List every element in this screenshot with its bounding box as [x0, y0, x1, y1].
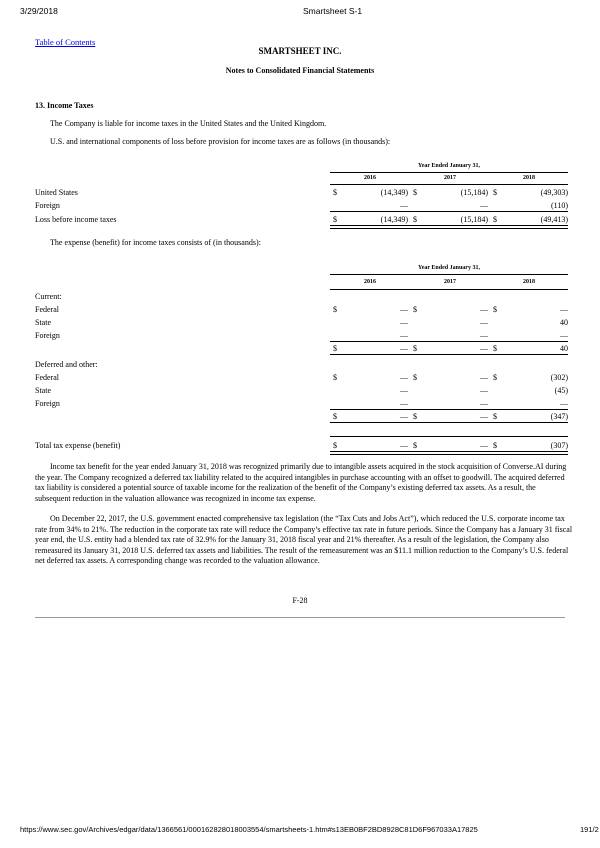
- table-cell: —: [480, 441, 488, 450]
- table-cell: (45): [554, 386, 568, 395]
- dollar-sign: $: [413, 188, 417, 197]
- table-cell: —: [560, 331, 568, 340]
- table-cell: (14,349): [380, 215, 408, 224]
- dollar-sign: $: [333, 441, 337, 450]
- dollar-sign: $: [333, 344, 337, 353]
- section-title: 13. Income Taxes: [35, 101, 94, 110]
- table2-year: 2018: [523, 279, 535, 285]
- paragraph-liability: The Company is liable for income taxes in the United States and the United Kingdom.: [50, 119, 327, 128]
- dollar-sign: $: [493, 373, 497, 382]
- dollar-sign: $: [413, 305, 417, 314]
- table-cell: —: [480, 386, 488, 395]
- page-number: F-28: [292, 596, 308, 605]
- dollar-sign: $: [413, 215, 417, 224]
- paragraph-tax-legislation: On December 22, 2017, the U.S. government enacted comprehensive tax legislation (the “Tax Cuts and Jobs Act”), which reduced the U.S. corporate income tax rate from 34% to 21%. The reduction in the corporate tax rate will reduce the Company’s effective tax rate in future periods. Since the Company has a January 31 fiscal year end, the U.S. entity had a blended tax rate of 32.9% for the January 31, 2018 fiscal year and 21% thereafter. As a result of the legislation, the Company also remeasured its January 31, 2018 U.S. deferred tax assets and liabilities. The result of the remeasurement was an $11.1 million reduction to the Company’s U.S. federal net deferred tax assets. A corresponding change was recorded to the valuation allowance.: [35, 514, 573, 566]
- table2-period-header: Year Ended January 31,: [418, 265, 480, 271]
- table-cell: —: [480, 412, 488, 421]
- dollar-sign: $: [333, 373, 337, 382]
- table-cell: —: [480, 373, 488, 382]
- table1-year: 2017: [444, 175, 456, 181]
- table-cell: —: [400, 305, 408, 314]
- table-cell: —: [560, 399, 568, 408]
- table-cell: —: [480, 201, 488, 210]
- dollar-sign: $: [493, 305, 497, 314]
- table-cell: —: [400, 386, 408, 395]
- dollar-sign: $: [413, 441, 417, 450]
- dollar-sign: $: [413, 373, 417, 382]
- dollar-sign: $: [493, 215, 497, 224]
- table1-row-label: Foreign: [35, 201, 60, 210]
- table2-row-label: State: [35, 386, 51, 395]
- paragraph-expense: The expense (benefit) for income taxes consists of (in thousands):: [50, 238, 261, 247]
- dollar-sign: $: [333, 188, 337, 197]
- table1-year: 2018: [523, 175, 535, 181]
- table-cell: —: [480, 344, 488, 353]
- total-label: Total tax expense (benefit): [35, 441, 121, 450]
- table-cell: —: [400, 412, 408, 421]
- table2-row-label: State: [35, 318, 51, 327]
- table2-year: 2016: [364, 279, 376, 285]
- table-cell: (307): [550, 441, 568, 450]
- table-cell: —: [560, 305, 568, 314]
- print-title: Smartsheet S-1: [303, 6, 363, 16]
- table2-row-label: Federal: [35, 373, 59, 382]
- dollar-sign: $: [413, 412, 417, 421]
- document-title: Notes to Consolidated Financial Statements: [225, 66, 375, 75]
- table-cell: (347): [550, 412, 568, 421]
- dollar-sign: $: [333, 412, 337, 421]
- table-cell: —: [480, 331, 488, 340]
- dollar-sign: $: [493, 412, 497, 421]
- table-cell: (15,184): [460, 215, 488, 224]
- table2-year: 2017: [444, 279, 456, 285]
- table-cell: (302): [550, 373, 568, 382]
- dollar-sign: $: [493, 188, 497, 197]
- table-cell: (14,349): [380, 188, 408, 197]
- table-cell: 40: [560, 344, 568, 353]
- table-of-contents-link[interactable]: Table of Contents: [35, 37, 96, 47]
- dollar-sign: $: [493, 441, 497, 450]
- table2-row-label: Federal: [35, 305, 59, 314]
- table-cell: —: [400, 201, 408, 210]
- footer-page: 191/2: [580, 825, 599, 834]
- table-cell: (15,184): [460, 188, 488, 197]
- page-divider: [35, 617, 565, 618]
- table1-row-label: Loss before income taxes: [35, 215, 117, 224]
- table-cell: —: [400, 373, 408, 382]
- paragraph-income-tax-benefit: Income tax benefit for the year ended January 31, 2018 was recognized primarily due to intangible assets acquired in the stock acquisition of Converse.AI during the year. The Company recognized a deferred tax liability related to the acquired intangibles in purchase accounting with an offset to goodwill. The acquired deferred tax liability is considered a potential source of taxable income for the realization of the benefit of the Company’s existing deferred tax assets. As a result, the subsequent reduction in the valuation allowance was recognized in income tax expense.: [35, 462, 567, 503]
- company-name: SMARTSHEET INC.: [258, 46, 342, 56]
- table-cell: —: [400, 318, 408, 327]
- table-cell: 40: [560, 318, 568, 327]
- footer-url: https://www.sec.gov/Archives/edgar/data/1366561/000162828018003554/smartsheets-1.htm#s13EB0BF2BD8928C81D6F967033A17825: [20, 825, 478, 834]
- current-label: Current:: [35, 292, 62, 301]
- table-cell: —: [400, 344, 408, 353]
- table-cell: —: [480, 318, 488, 327]
- table2-row-label: Foreign: [35, 331, 60, 340]
- paragraph-components: U.S. and international components of loss before provision for income taxes are as follows (in thousands):: [50, 137, 391, 146]
- table2-row-label: Foreign: [35, 399, 60, 408]
- table-cell: —: [400, 331, 408, 340]
- dollar-sign: $: [333, 305, 337, 314]
- deferred-label: Deferred and other:: [35, 360, 98, 369]
- table1-period-header: Year Ended January 31,: [418, 163, 480, 169]
- table-cell: (110): [550, 201, 568, 210]
- table1-row-label: United States: [35, 188, 78, 197]
- table-cell: —: [400, 441, 408, 450]
- table-cell: (49,413): [540, 215, 568, 224]
- table-cell: —: [480, 305, 488, 314]
- dollar-sign: $: [413, 344, 417, 353]
- dollar-sign: $: [493, 344, 497, 353]
- dollar-sign: $: [333, 215, 337, 224]
- table-cell: (49,303): [540, 188, 568, 197]
- table-cell: —: [400, 399, 408, 408]
- table-cell: —: [480, 399, 488, 408]
- table1-year: 2016: [364, 175, 376, 181]
- print-date: 3/29/2018: [20, 6, 58, 16]
